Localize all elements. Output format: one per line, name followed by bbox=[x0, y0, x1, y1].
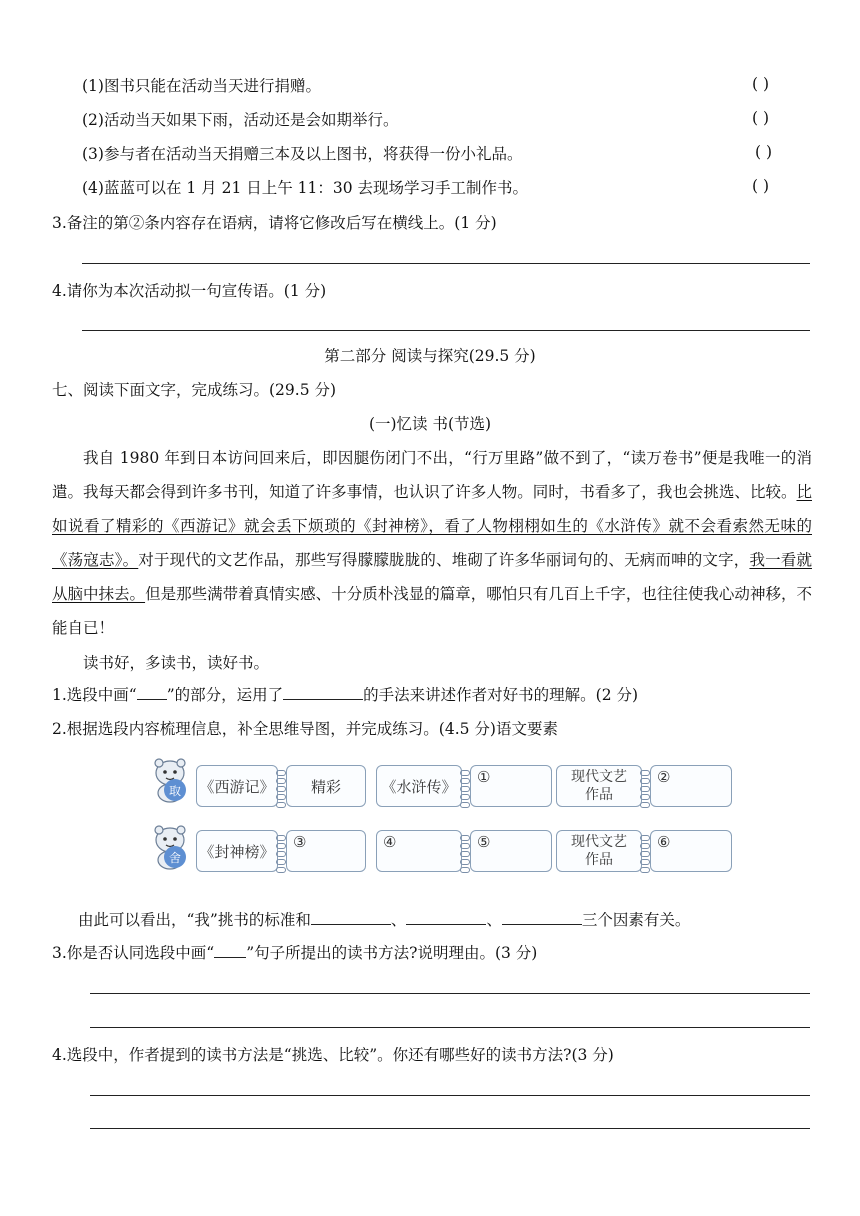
question-3: 3.备注的第②条内容存在语病，请将它修改后写在横线上。(1 分) bbox=[52, 214, 497, 232]
binder-rings-icon bbox=[460, 833, 470, 875]
binder-rings-icon bbox=[460, 768, 470, 810]
passage-paragraph-1 bbox=[52, 441, 812, 645]
map-blank-1[interactable]: ① bbox=[470, 765, 552, 807]
map-node-shuihuzhuan: 《水浒传》 bbox=[376, 765, 462, 807]
rq1-answer-blank[interactable] bbox=[283, 684, 363, 700]
rq1-text-pre: 1.选段中画“ bbox=[52, 686, 137, 704]
conclusion-sep-1: 、 bbox=[390, 911, 407, 929]
rq3-text-pre: 3.你是否认同选段中画“ bbox=[52, 944, 215, 962]
map-node-modern-works: 现代文艺作品 bbox=[556, 765, 642, 807]
judge-item-2: (2)活动当天如果下雨，活动还是会如期举行。 bbox=[82, 111, 399, 129]
rq3-mark-blank bbox=[214, 942, 246, 958]
binder-rings-icon bbox=[276, 768, 286, 810]
reading-question-1 bbox=[52, 684, 638, 706]
answer-line-rq3-2[interactable] bbox=[90, 1027, 810, 1028]
map-node-jingcai: 精彩 bbox=[286, 765, 366, 807]
map-blank-4[interactable]: ④ bbox=[376, 830, 462, 872]
map-blank-6[interactable]: ⑥ bbox=[650, 830, 732, 872]
passage-underlined-sentence-2: 我一看就从脑中抹去。 bbox=[52, 551, 812, 603]
factor-blank-3[interactable] bbox=[502, 909, 582, 925]
map-blank-2[interactable]: ② bbox=[650, 765, 732, 807]
judge-item-1: (1)图书只能在活动当天进行捐赠。 bbox=[82, 77, 321, 95]
binder-rings-icon bbox=[640, 833, 650, 875]
rq1-text-post: 的手法来讲述作者对好书的理解。(2 分) bbox=[363, 686, 639, 704]
map-node-modern-works-2: 现代文艺作品 bbox=[556, 830, 642, 872]
binder-rings-icon bbox=[276, 833, 286, 875]
answer-line-rq4-1[interactable] bbox=[90, 1095, 810, 1096]
binder-rings-icon bbox=[640, 768, 650, 810]
passage-paragraph-2: 读书好，多读书，读好书。 bbox=[83, 654, 270, 672]
mindmap-conclusion bbox=[78, 909, 690, 931]
answer-line-rq4-2[interactable] bbox=[90, 1128, 810, 1129]
reading-question-4: 4.选段中，作者提到的读书方法是“挑选、比较”。你还有哪些好的读书方法?(3 分) bbox=[52, 1046, 614, 1064]
answer-paren-3[interactable]: ( ) bbox=[755, 143, 773, 161]
map-blank-3[interactable]: ③ bbox=[286, 830, 366, 872]
passage-title: (一)忆读 书(节选) bbox=[368, 415, 492, 433]
passage-text-c: 但是那些满带着真情实感、十分质朴浅显的篇章，哪怕只有几百上千字，也往往使我心动神移，不能自已！ bbox=[52, 585, 812, 637]
passage-text-a: 我自 1980 年到日本访问回来后，即因腿伤闭门不出，“行万里路”做不到了，“读万卷书”便是我唯一的消遣。我每天都会得到许多书刊，知道了许多事情，也认识了许多人物。同时，书看多了，我也会挑选、比较。 bbox=[52, 449, 812, 501]
section-7-heading: 七、阅读下面文字，完成练习。(29.5 分) bbox=[52, 381, 337, 399]
conclusion-sep-2: 、 bbox=[486, 911, 502, 929]
rq1-mark-blank bbox=[137, 684, 167, 700]
keep-badge: 取 bbox=[164, 779, 186, 801]
answer-line-q3[interactable] bbox=[82, 263, 810, 264]
question-4: 4.请你为本次活动拟一句宣传语。(1 分) bbox=[52, 282, 327, 300]
passage-text-b: 对于现代的文艺作品，那些写得朦朦胧胧的、堆砌了许多华丽词句的、无病而呻的文字， bbox=[138, 551, 750, 569]
conclusion-text-post: 三个因素有关。 bbox=[581, 911, 691, 929]
reading-question-3 bbox=[52, 942, 537, 964]
map-node-xiyouji: 《西游记》 bbox=[196, 765, 278, 807]
conclusion-text-pre: 由此可以看出，“我”挑书的标准和 bbox=[78, 911, 311, 929]
answer-paren-4[interactable]: ( ) bbox=[752, 177, 770, 195]
factor-blank-2[interactable] bbox=[406, 909, 486, 925]
discard-badge: 舍 bbox=[164, 846, 186, 868]
rq3-text-post: ”句子所提出的读书方法?说明理由。(3 分) bbox=[246, 944, 538, 962]
answer-paren-1[interactable]: ( ) bbox=[752, 75, 770, 93]
passage-underlined-sentence: 比如说看了精彩的《西游记》就会丢下烦琐的《封神榜》，看了人物栩栩如生的《水浒传》就不会看索然无味的《荡寇志》。 bbox=[52, 483, 812, 569]
judge-item-4: (4)蓝蓝可以在 1 月 21 日上午 11：30 去现场学习手工制作书。 bbox=[82, 179, 529, 197]
factor-blank-1[interactable] bbox=[311, 909, 391, 925]
answer-line-rq3-1[interactable] bbox=[90, 993, 810, 994]
map-node-fengshenbang: 《封神榜》 bbox=[196, 830, 278, 872]
reading-question-2: 2.根据选段内容梳理信息，补全思维导图，并完成练习。(4.5 分)语文要素 bbox=[52, 720, 558, 738]
part2-title: 第二部分 阅读与探究(29.5 分) bbox=[324, 347, 536, 365]
answer-line-q4[interactable] bbox=[82, 330, 810, 331]
judge-item-3: (3)参与者在活动当天捐赠三本及以上图书，将获得一份小礼品。 bbox=[82, 145, 523, 163]
rq1-text-mid: ”的部分，运用了 bbox=[166, 686, 284, 704]
answer-paren-2[interactable]: ( ) bbox=[752, 109, 770, 127]
map-blank-5[interactable]: ⑤ bbox=[470, 830, 552, 872]
